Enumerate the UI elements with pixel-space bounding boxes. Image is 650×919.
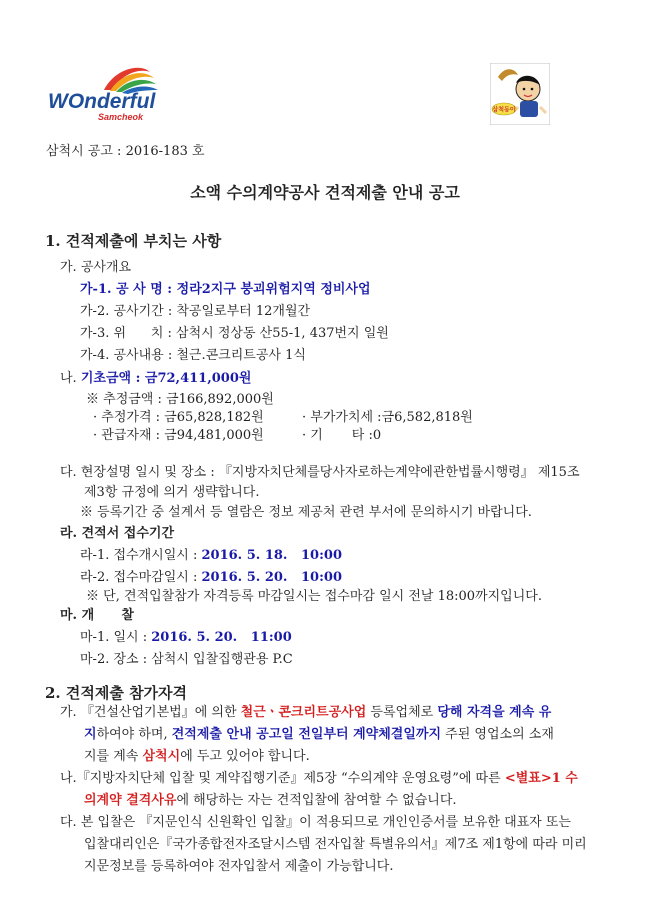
s2-ga-l1-c: 등록업체로 <box>366 705 438 720</box>
s1-ga1-label: 가-1. 공 사 명 : <box>80 282 177 297</box>
s2-na-l2-a: 의계약 결격사유 <box>84 793 177 808</box>
s1-estimate-d: · 기 타 :0 <box>302 428 382 443</box>
s1-ga3 <box>80 322 389 341</box>
s1-ma2: 마-2. 장소 : 삼척시 입찰집행관용 P.C <box>80 652 293 667</box>
s2-ga-l1-d: 당해 자격을 계속 유 <box>437 705 552 720</box>
s1-estimate: ※ 추정금액 : 금166,892,000원 <box>86 392 274 407</box>
s1-ra1-label: 라-1. 접수개시일시 : <box>80 548 202 563</box>
s1-ma1 <box>80 626 292 645</box>
s2-na-l1-a: 나.『지방자치단체 입찰 및 계약집행기준』제5장 “수의계약 운영요령”에 따른 <box>60 771 505 786</box>
s1-na-prefix: 나. <box>60 371 81 386</box>
s1-ga4: 가-4. 공사내용 : 철근.콘크리트공사 1식 <box>80 348 306 363</box>
s1-ma1-label: 마-1. 일시 : <box>80 630 152 645</box>
s1-ma: 마. 개 찰 <box>60 608 134 623</box>
s2-na-l1-b: <별표>1 수 <box>504 771 578 786</box>
s1-na-value: 기초금액 : 금72,411,000원 <box>80 371 252 386</box>
mascot-text: 삼척동이 <box>492 106 516 114</box>
s2-ga-l1-a: 가. 『건설산업기본법』에 의한 <box>60 705 241 720</box>
s1-estimate-b: · 부가가치세 :금6,582,818원 <box>302 410 473 425</box>
logo-brand-text: WOnderful <box>48 90 156 113</box>
s1-ra: 라. 견적서 접수기간 <box>60 526 175 541</box>
s1-na <box>60 367 251 386</box>
s1-ga1-value: 정라2지구 붕괴위험지역 정비사업 <box>176 282 371 297</box>
logo-sub-text: Samcheok <box>98 112 144 122</box>
s2-ga-l2-c: 견적제출 안내 공고일 전일부터 계약체결일까지 <box>171 727 442 742</box>
s2-ga-line1 <box>60 702 551 724</box>
s1-estimate-a: · 추정가격 : 금65,828,182원 <box>93 410 264 425</box>
s2-na-line1 <box>60 768 578 790</box>
notice-number: 삼척시 공고 : 2016-183 호 <box>46 144 205 159</box>
s2-da-line1: 다. 본 입찰은 『지문인식 신원확인 입찰』이 적용되므로 개인인증서를 보유한 대표자 또는 <box>60 815 571 830</box>
s2-na-line2 <box>84 790 457 812</box>
s1-ma1-value: 2016. 5. 20. 11:00 <box>151 630 292 645</box>
s1-ra2-value: 2016. 5. 20. 10:00 <box>201 570 342 585</box>
mascot-image <box>490 63 550 125</box>
s1-ga1 <box>80 278 371 297</box>
s2-ga-l3-c: 에 두고 있어야 합니다. <box>180 749 310 764</box>
s2-ga-l2-b: 하여야 하며, <box>96 727 172 742</box>
s1-da-line2: 제3항 규정에 의거 생략합니다. <box>84 485 260 500</box>
s2-ga-l2-d: 주된 영업소의 소재 <box>441 727 554 742</box>
s1-ga3-label: 가-3. 위 치 : <box>80 326 177 341</box>
s2-ga-l2-a: 지 <box>84 727 97 742</box>
s1-estimate-c: · 관급자재 : 금94,481,000원 <box>93 428 264 443</box>
s1-ga2: 가-2. 공사기간 : 착공일로부터 12개월간 <box>80 304 311 319</box>
s1-ga: 가. 공사개요 <box>60 260 132 275</box>
s1-da-note: ※ 등록기간 중 설계서 등 열람은 정보 제공처 관련 부서에 문의하시기 바랍니다. <box>80 505 532 520</box>
s1-ra2-label: 라-2. 접수마감일시 : <box>80 570 202 585</box>
s2-da-line2: 입찰대리인은『국가종합전자조달시스템 전자입찰 특별유의서』제7조 제1항에 따라 미리 <box>84 837 587 852</box>
s1-ra2 <box>80 566 342 585</box>
s1-ra1-value: 2016. 5. 18. 10:00 <box>201 548 342 563</box>
s2-ga-line2 <box>84 724 554 746</box>
s1-ra-note: ※ 단, 견적입찰참가 자격등록 마감일시는 접수마감 일시 전날 18:00까지입니다. <box>86 589 542 604</box>
s2-ga-l3-b: 삼척시 <box>142 749 181 764</box>
s2-na-l2-b: 에 해당하는 자는 견적입찰에 참여할 수 없습니다. <box>176 793 457 808</box>
s1-da-line1: 다. 현장설명 일시 및 장소 : 『지방자치단체를당사자로하는계약에관한법률시행령』 제15조 <box>60 465 580 480</box>
s1-ga3-value: 삼척시 정상동 산55-1, 437번지 일원 <box>176 326 389 341</box>
s2-ga-l1-b: 철근ㆍ콘크리트공사업 <box>240 705 367 720</box>
section-2-heading: 2. 견적제출 참가자격 <box>45 684 188 702</box>
s2-ga-l3-a: 지를 계속 <box>84 749 143 764</box>
document-title: 소액 수의계약공사 견적제출 안내 공고 <box>190 183 460 202</box>
wonderful-samcheok-logo <box>44 60 160 124</box>
s1-ra1 <box>80 544 342 563</box>
s2-ga-line3 <box>84 746 310 768</box>
s2-da-line3: 지문정보를 등록하여야 전자입찰서 제출이 가능합니다. <box>84 859 394 874</box>
section-1-heading: 1. 견적제출에 부치는 사항 <box>45 232 222 250</box>
